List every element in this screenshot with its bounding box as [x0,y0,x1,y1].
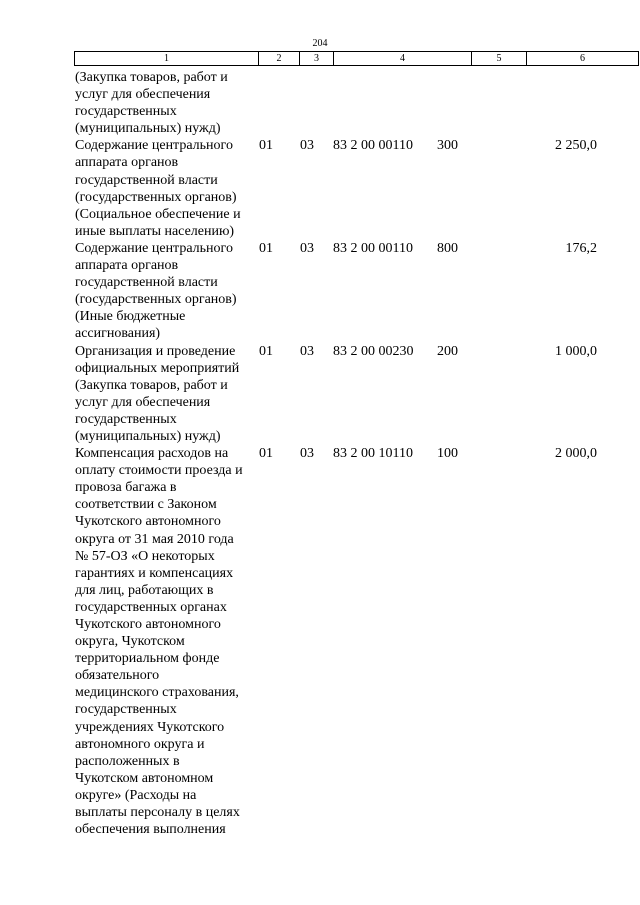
row-subsection: 03 [300,240,314,256]
row-target-article: 83 2 00 00110 [333,138,413,154]
table-row [0,240,640,343]
row-section: 01 [259,446,273,462]
row-amount: 2 000,0 [555,446,597,462]
header-col-4: 4 [334,52,472,66]
header-col-5: 5 [472,52,527,66]
row-description: Содержание центрального аппарата органов государственной власти (государственных органов) (Социальное обеспечение и иные выплаты населению) [75,138,241,239]
column-number-header [74,51,639,66]
row-subsection: 03 [300,138,314,154]
row-amount: 2 250,0 [555,138,597,154]
row-target-article: 83 2 00 10110 [333,446,413,462]
table-row [0,343,640,446]
budget-rows [0,69,640,838]
header-col-3: 3 [300,52,334,66]
row-description: (Закупка товаров, работ и услуг для обеспечения государственных (муниципальных) нужд) [75,70,228,137]
row-amount: 176,2 [565,240,597,256]
row-target-article: 83 2 00 00230 [333,343,414,359]
row-section: 01 [259,240,273,256]
row-expense-type: 300 [437,138,458,154]
row-description: Содержание центрального аппарата органов государственной власти (государственных органов) (Иные бюджетные ассигнования) [75,240,237,342]
row-expense-type: 800 [437,240,458,256]
row-description: Организация и проведение официальных мероприятий (Закупка товаров, работ и услуг для обеспечения государственных (муниципальных) нужд) [75,343,240,444]
header-col-6: 6 [527,52,639,66]
header-col-1: 1 [75,52,259,66]
page-number: 204 [312,38,328,49]
row-expense-type: 100 [437,446,458,462]
row-description: Компенсация расходов на оплату стоимости проезда и провоза багажа в соответствии с Законом Чукотского автономного округа от 31 мая 2010 года № 57-ОЗ «О некоторых гарантиях и компенсациях для лиц, работающих в государственных органах Чукотского автономного округа, Чукотском территориальном фонде обязательного медицинского страхования, государственных учреждениях Чукотского автономного округа и расположенных в Чукотском автономном округе» (Расходы на выплаты персоналу в целях обеспечения выполнения [75,446,243,838]
row-section: 01 [259,138,273,154]
table-row [0,137,640,240]
header-col-2: 2 [259,52,300,66]
table-row [0,445,640,838]
row-target-article: 83 2 00 00110 [333,240,413,256]
table-row [0,69,640,137]
row-subsection: 03 [300,343,314,359]
row-expense-type: 200 [437,343,458,359]
row-section: 01 [259,343,273,359]
row-subsection: 03 [300,446,314,462]
row-amount: 1 000,0 [555,343,597,359]
